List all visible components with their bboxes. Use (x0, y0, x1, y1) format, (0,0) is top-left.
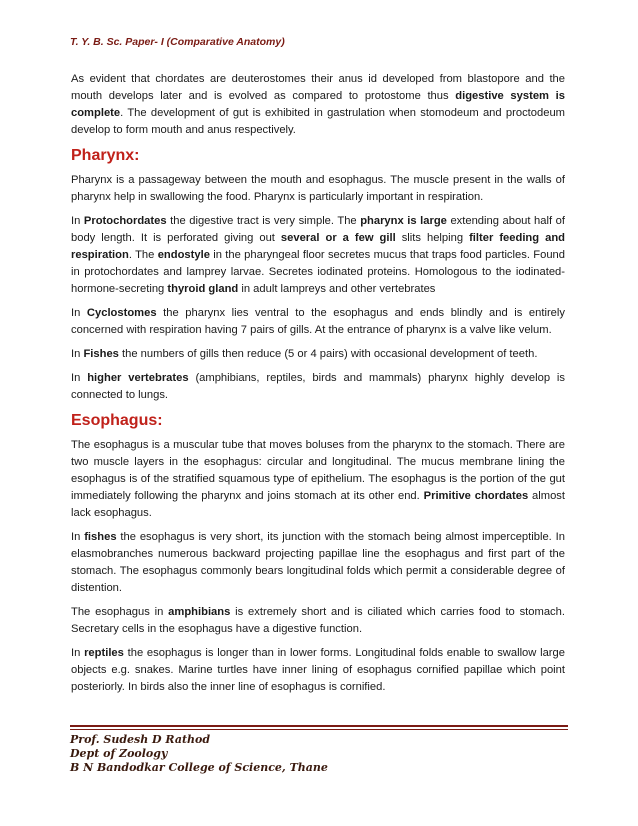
esophagus-fishes-paragraph: In fishes the esophagus is very short, its junction with the stomach being almost imperceptible. In elasmobranches numerous backward projecting papillae line the esophagus and first part of the stomach. The esophagus commonly bears longitudinal folds which permit a considerable degree of distention. (71, 531, 565, 594)
footer-author: Prof. Sudesh D Rathod (70, 733, 211, 746)
esophagus-reptiles-paragraph: In reptiles the esophagus is longer than in lower forms. Longitudinal folds enable to swallow large objects e.g. snakes. Marine turtles have inner lining of esophagus cornified papillae which point posteriorly. In birds also the inner line of esophagus is cornified. (71, 647, 565, 693)
footer-divider-thick (70, 725, 568, 727)
footer-signature (70, 733, 328, 775)
esophagus-amphibians-paragraph: The esophagus in amphibians is extremely short and is ciliated which carries food to stomach. Secretary cells in the esophagus have a digestive function. (71, 606, 565, 635)
pharynx-paragraph-1: Pharynx is a passageway between the mouth and esophagus. The muscle present in the walls of pharynx help in swallowing the food. Pharynx is particularly important in respiration. (71, 174, 565, 203)
pharynx-higher-vertebrates-paragraph: In higher vertebrates (amphibians, reptiles, birds and mammals) pharynx highly develop is connected to lungs. (71, 372, 565, 401)
intro-paragraph: As evident that chordates are deuterostomes their anus id developed from blastopore and the mouth develops later and is evolved as compared to protostome thus digestive system is complete. The development of gut is exhibited in gastrulation when stomodeum and proctodeum develop to form mouth and anus respectively. (71, 73, 565, 136)
footer-department: Dept of Zoology (70, 747, 168, 760)
footer-college: B N Bandodkar College of Science, Thane (70, 761, 328, 774)
pharynx-cyclostomes-paragraph: In Cyclostomes the pharynx lies ventral to the esophagus and ends blindly and is entirely concerned with respiration having 7 pairs of gills. At the entrance of pharynx is a valve like velum. (71, 307, 565, 336)
pharynx-protochordates-paragraph: In Protochordates the digestive tract is very simple. The pharynx is large extending about half of body length. It is perforated giving out several or a few gill slits helping filter feeding and respiration. The endostyle in the pharyngeal floor secretes mucus that traps food particles. Found in protochordates and lamprey larvae. Secretes iodinated proteins. Homologous to the iodinated-hormone-secreting thyroid gland in adult lampreys and other vertebrates (71, 215, 565, 295)
pharynx-heading: Pharynx: (71, 147, 140, 164)
pharynx-fishes-paragraph: In Fishes the numbers of gills then reduce (5 or 4 pairs) with occasional development of teeth. (71, 348, 538, 360)
page-body (71, 71, 565, 703)
esophagus-heading: Esophagus: (71, 412, 163, 429)
running-header: T. Y. B. Sc. Paper- I (Comparative Anatomy) (70, 36, 285, 48)
esophagus-paragraph-1: The esophagus is a muscular tube that moves boluses from the pharynx to the stomach. There are two muscle layers in the esophagus: circular and longitudinal. The mucus membrane lining the esophagus is of the stratified squamous type of epithelium. The esophagus is the portion of the gut immediately following the pharynx and joins stomach at its other end. Primitive chordates almost lack esophagus. (71, 439, 565, 519)
footer-divider-thin (70, 729, 568, 730)
